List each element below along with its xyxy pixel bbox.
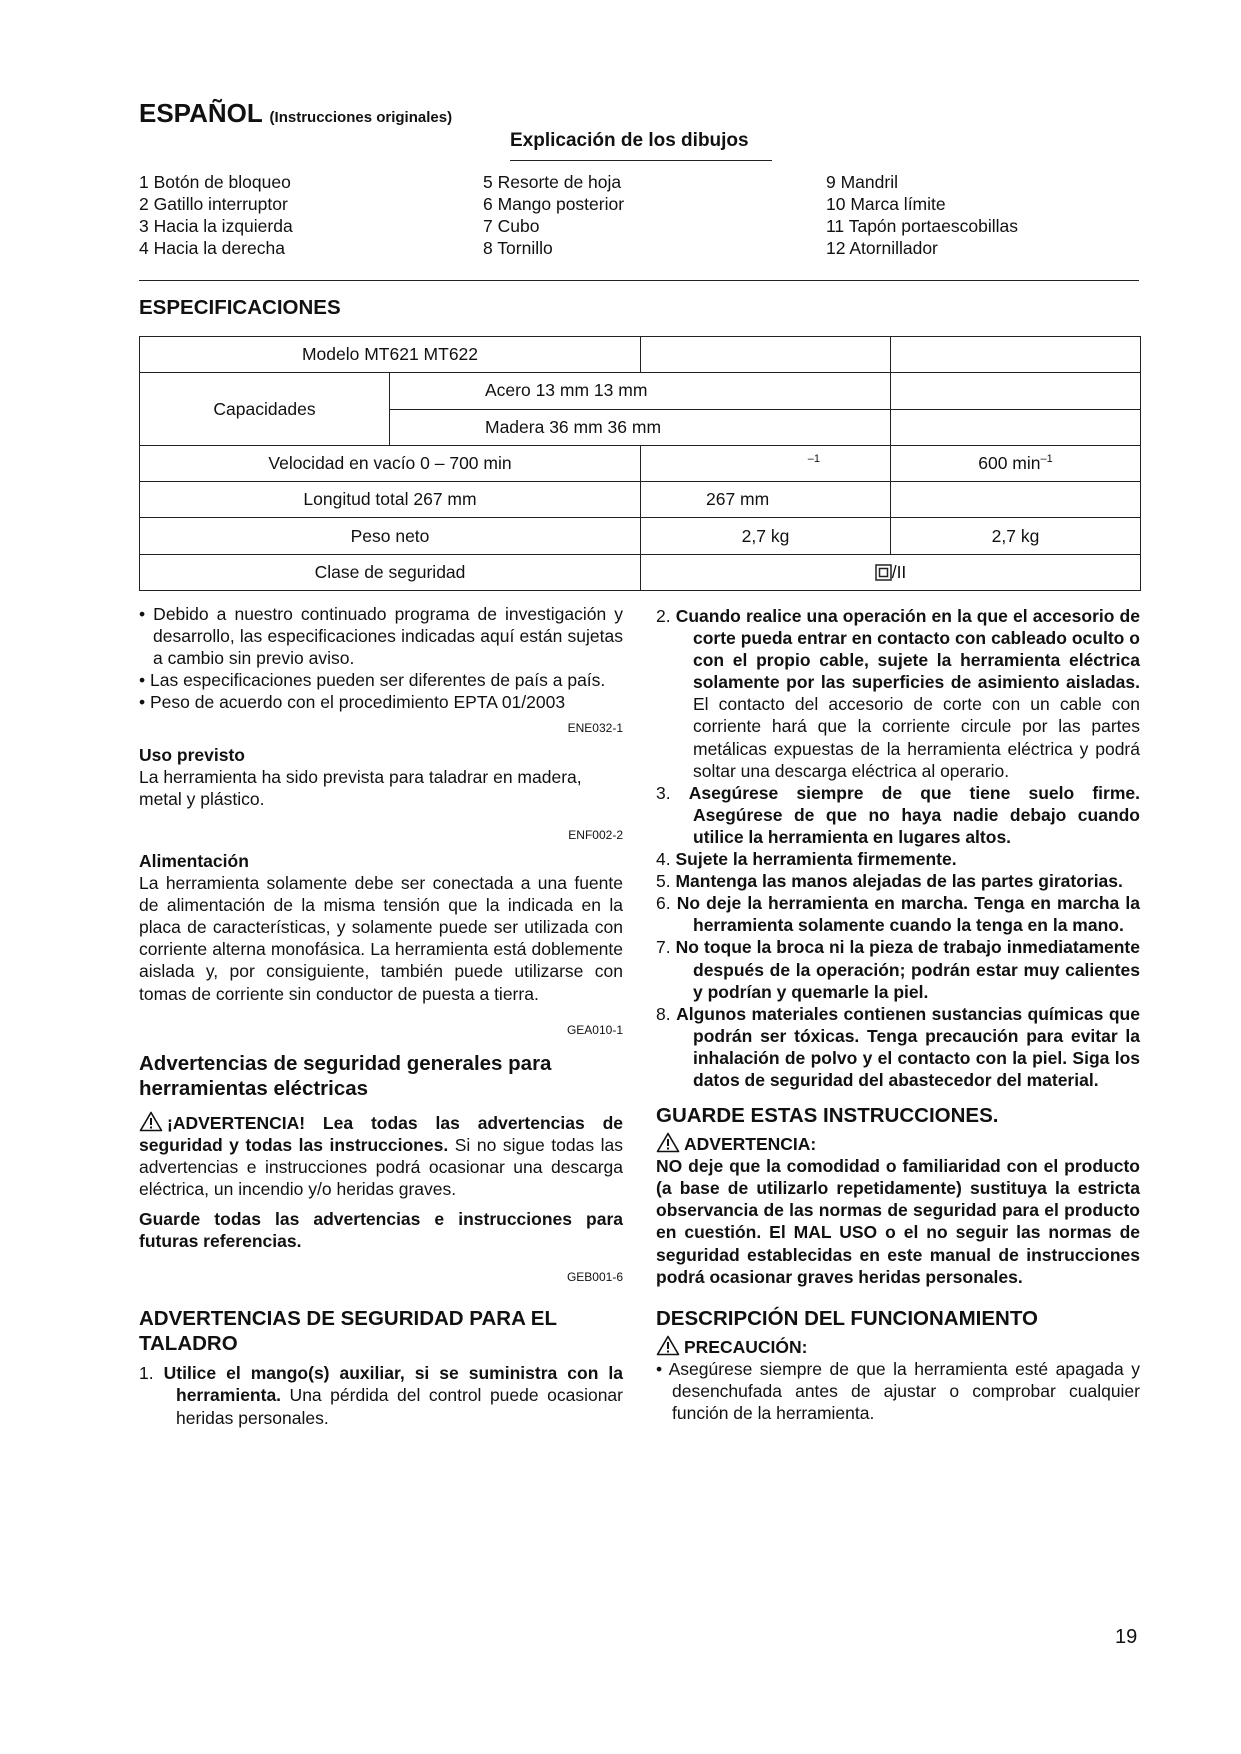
legend-column-2 (483, 171, 624, 259)
table-cell (891, 337, 1141, 373)
table-cell (891, 373, 1141, 409)
length-2-cell: 267 mm (641, 482, 891, 518)
item-number: 1. (139, 1363, 154, 1384)
caution-label-text: PRECAUCIÓN: (684, 1336, 808, 1357)
spec-note: • Peso de acuerdo con el procedimiento EPTA 01/2003 (139, 692, 566, 713)
caution-label (656, 1335, 1140, 1358)
right-column (656, 605, 1140, 1424)
list-item (656, 848, 1140, 870)
spec-note: • Las especificaciones pueden ser diferentes de país a país. (139, 670, 606, 691)
length-cell: Longitud total 267 mm (140, 482, 641, 518)
keep-instructions: Guarde todas las advertencias e instrucciones para futuras referencias. (139, 1209, 623, 1252)
warning-label (656, 1132, 1140, 1155)
safety-value-cell (641, 554, 1141, 590)
safety-class: /II (891, 561, 907, 582)
list-item (656, 936, 1140, 1002)
legend-item: 12 Atornillador (826, 238, 938, 258)
item-bold: Algunos materiales contienen sustancias químicas que podrán ser tóxicas. Tenga precaución para evitar la inhalación de polvo y el contacto con la piel. Siga los datos de seguridad del abastecedor del material. (676, 1003, 1140, 1090)
item-number: 7. (656, 937, 671, 958)
item-bold: Mantenga las manos alejadas de las partes giratorias. (675, 871, 1123, 892)
intended-use-title: Uso previsto (139, 744, 245, 765)
specs-table (139, 336, 1141, 591)
speed-text: Velocidad en vacío 0 – 700 min (268, 452, 512, 473)
item-rest: El contacto del accesorio de corte con un cable con corriente hará que la corriente circule por las partes metálicas expuestas de la herramienta eléctrica y podrá soltar una descarga eléctrica al operario. (693, 694, 1140, 781)
drill-warnings-title: ADVERTENCIAS DE SEGURIDAD PARA EL TALADRO (139, 1307, 557, 1356)
table-row (140, 373, 1141, 409)
legend-item: 11 Tapón portaescobillas (826, 216, 1018, 236)
speed-sup-cell (641, 445, 891, 481)
legend-item: 8 Tornillo (483, 238, 553, 258)
reference-code: ENF002-2 (568, 827, 623, 842)
speed-2-sup: –1 (1040, 453, 1053, 466)
speed-sup: –1 (807, 453, 820, 466)
item-bold: Asegúrese siempre de que tiene suelo firme. Asegúrese de que no haya nadie debajo cuando utilice la herramienta en lugares altos. (688, 782, 1140, 847)
general-warning-text (139, 1111, 623, 1200)
safety-label-cell: Clase de seguridad (140, 554, 641, 590)
left-column (139, 603, 623, 1429)
item-number: 3. (656, 782, 671, 803)
warning-label-text: ADVERTENCIA: (684, 1134, 817, 1155)
save-title: GUARDE ESTAS INSTRUCCIONES. (656, 1104, 999, 1128)
table-row (140, 554, 1141, 590)
legend-column-1 (139, 171, 293, 259)
specs-title: ESPECIFICACIONES (139, 296, 341, 319)
table-row (140, 482, 1141, 518)
table-row (140, 337, 1141, 373)
weight-1-cell: 2,7 kg (641, 518, 891, 554)
subtitle: (Instrucciones originales) (269, 109, 453, 126)
steel-cell: Acero 13 mm 13 mm (390, 373, 891, 409)
item-bold: Sujete la herramienta firmemente. (675, 849, 957, 870)
spec-note: • Debido a nuestro continuado programa de investigación y desarrollo, las especificaciones indicadas aquí están sujetas a cambio sin previo aviso. (139, 604, 623, 669)
weight-2-cell: 2,7 kg (891, 518, 1141, 554)
speed-cell (140, 445, 641, 481)
legend-item: 4 Hacia la derecha (139, 238, 285, 258)
general-warnings-title: Advertencias de seguridad generales para herramientas eléctricas (139, 1051, 552, 1100)
model-cell: Modelo MT621 MT622 (140, 337, 641, 373)
intended-use-text: La herramienta ha sido prevista para taladrar en madera, metal y plástico. (139, 766, 582, 809)
warning-triangle-icon (139, 1111, 163, 1132)
warning-triangle-icon (656, 1132, 680, 1153)
legend-item: 10 Marca límite (826, 194, 946, 214)
reference-code: GEB001-6 (566, 1270, 623, 1285)
section-divider (139, 280, 1139, 281)
legend-item: 9 Mandril (826, 172, 898, 192)
capacities-cell: Capacidades (140, 373, 390, 446)
item-number: 2. (656, 606, 671, 626)
warning-triangle-icon (656, 1335, 680, 1356)
item-bold: No toque la broca ni la pieza de trabajo inmediatamente después de la operación; podrán estar muy calientes y podrían y quemarle la piel. (675, 937, 1140, 1002)
drawings-title: Explicación de los dibujos (510, 130, 749, 151)
power-supply-title: Alimentación (139, 850, 249, 871)
legend-item: 3 Hacia la izquierda (139, 216, 293, 236)
item-number: 4. (656, 849, 671, 870)
list-item (139, 1362, 623, 1428)
item-rest: Una pérdida del control puede ocasionar heridas personales. (176, 1385, 623, 1428)
item-number: 5. (656, 871, 671, 892)
speed-2-text: 600 min (978, 452, 1041, 473)
warning-text: NO deje que la comodidad o familiaridad con el producto (a base de utilizarlo repetidamente) sustituya la estricta observancia de las normas de seguridad para el producto en cuestión. El MAL USO o el no seguir las normas de seguridad establecidas en este manual de instrucciones podrá ocasionar graves heridas personales. (656, 1156, 1140, 1287)
warning-rest: Si no sigue todas las advertencias e instrucciones podrá ocasionar una descarga eléctrica, un incendio y/o heridas graves. (139, 1134, 623, 1199)
title-underline (510, 160, 772, 161)
page-number: 19 (1115, 1626, 1138, 1648)
warning-bold: ¡ADVERTENCIA! Lea todas las advertencias de seguridad y todas las instrucciones. (139, 1112, 623, 1155)
list-item (656, 892, 1140, 936)
list-item (656, 605, 1140, 782)
double-insulation-icon (875, 564, 892, 581)
legend-column-3 (826, 171, 1018, 259)
list-item (656, 1003, 1140, 1091)
list-item (656, 870, 1140, 892)
table-cell (641, 337, 891, 373)
document-title (139, 98, 452, 129)
reference-code: GEA010-1 (566, 1022, 623, 1037)
legend-item: 7 Cubo (483, 216, 540, 236)
speed-2-cell (891, 445, 1141, 481)
item-bold: Cuando realice una operación en la que el accesorio de corte pueda entrar en contacto con cableado oculto o con el propio cable, sujete la herramienta eléctrica solamente por las superficies de asimiento aisladas. (675, 606, 1140, 693)
legend-item: 5 Resorte de hoja (483, 172, 622, 192)
table-cell (891, 409, 1141, 445)
table-row (140, 445, 1141, 481)
item-bold: No deje la herramienta en marcha. Tenga en marcha la herramienta solamente cuando la tenga en la mano. (676, 893, 1140, 936)
weight-label-cell: Peso neto (140, 518, 641, 554)
item-number: 8. (656, 1003, 671, 1024)
table-cell (891, 482, 1141, 518)
legend-item: 2 Gatillo interruptor (139, 194, 288, 214)
power-supply-text: La herramienta solamente debe ser conectada a una fuente de alimentación de la misma tensión que la indicada en la placa de características, y solamente puede ser utilizada con corriente alterna monofásica. La herramienta está doblemente aislada y, por consiguiente, también puede utilizarse con tomas de corriente sin conductor de puesta a tierra. (139, 873, 623, 1004)
wood-cell: Madera 36 mm 36 mm (390, 409, 891, 445)
reference-code: ENE032-1 (567, 721, 623, 736)
language-label: ESPAÑOL (139, 98, 263, 128)
list-item (656, 782, 1140, 848)
table-row (140, 518, 1141, 554)
item-bold: Utilice el mango(s) auxiliar, si se suministra con la herramienta. (163, 1363, 623, 1406)
caution-text: • Asegúrese siempre de que la herramienta esté apagada y desenchufada antes de ajustar o comprobar cualquier función de la herramienta. (656, 1358, 1140, 1423)
legend-item: 1 Botón de bloqueo (139, 172, 291, 192)
function-title: DESCRIPCIÓN DEL FUNCIONAMIENTO (656, 1306, 1038, 1330)
legend-item: 6 Mango posterior (483, 194, 625, 214)
item-number: 6. (656, 893, 671, 914)
